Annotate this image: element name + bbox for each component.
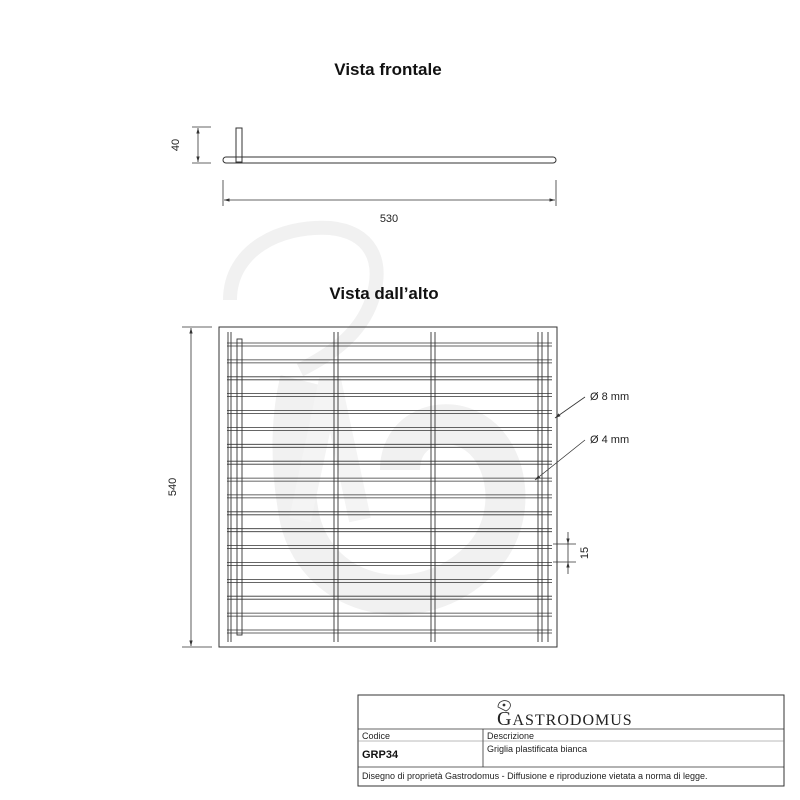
top-view-height-label: 540 bbox=[167, 477, 179, 497]
description-caption: Descrizione bbox=[487, 731, 535, 741]
top-view-title: Vista dall’alto bbox=[329, 284, 439, 303]
front-view-height-label: 40 bbox=[170, 138, 182, 152]
watermark-logo bbox=[230, 228, 505, 595]
front-view-title: Vista frontale bbox=[334, 60, 442, 79]
wire-4mm-label: Ø 4 mm bbox=[590, 434, 630, 446]
wire-8mm-leader bbox=[555, 397, 585, 418]
ownership-notice: Disegno di proprietà Gastrodomus - Diffusione e riproduzione vietata a norma di legge. bbox=[362, 771, 708, 781]
description-value: Griglia plastificata bianca bbox=[487, 744, 588, 754]
wire-4mm-leader bbox=[535, 440, 585, 480]
code-value: GRP34 bbox=[362, 749, 399, 761]
front-view-width-label: 530 bbox=[379, 213, 399, 225]
front-view-grid-profile bbox=[223, 157, 556, 163]
front-view bbox=[170, 60, 556, 225]
pitch-label: 15 bbox=[579, 546, 591, 560]
wire-8mm-label: Ø 8 mm bbox=[590, 391, 630, 403]
title-block bbox=[358, 695, 784, 786]
code-caption: Codice bbox=[362, 731, 391, 741]
brand-name: GASTRODOMUS bbox=[497, 708, 633, 730]
top-view-upright-bar bbox=[237, 339, 242, 635]
